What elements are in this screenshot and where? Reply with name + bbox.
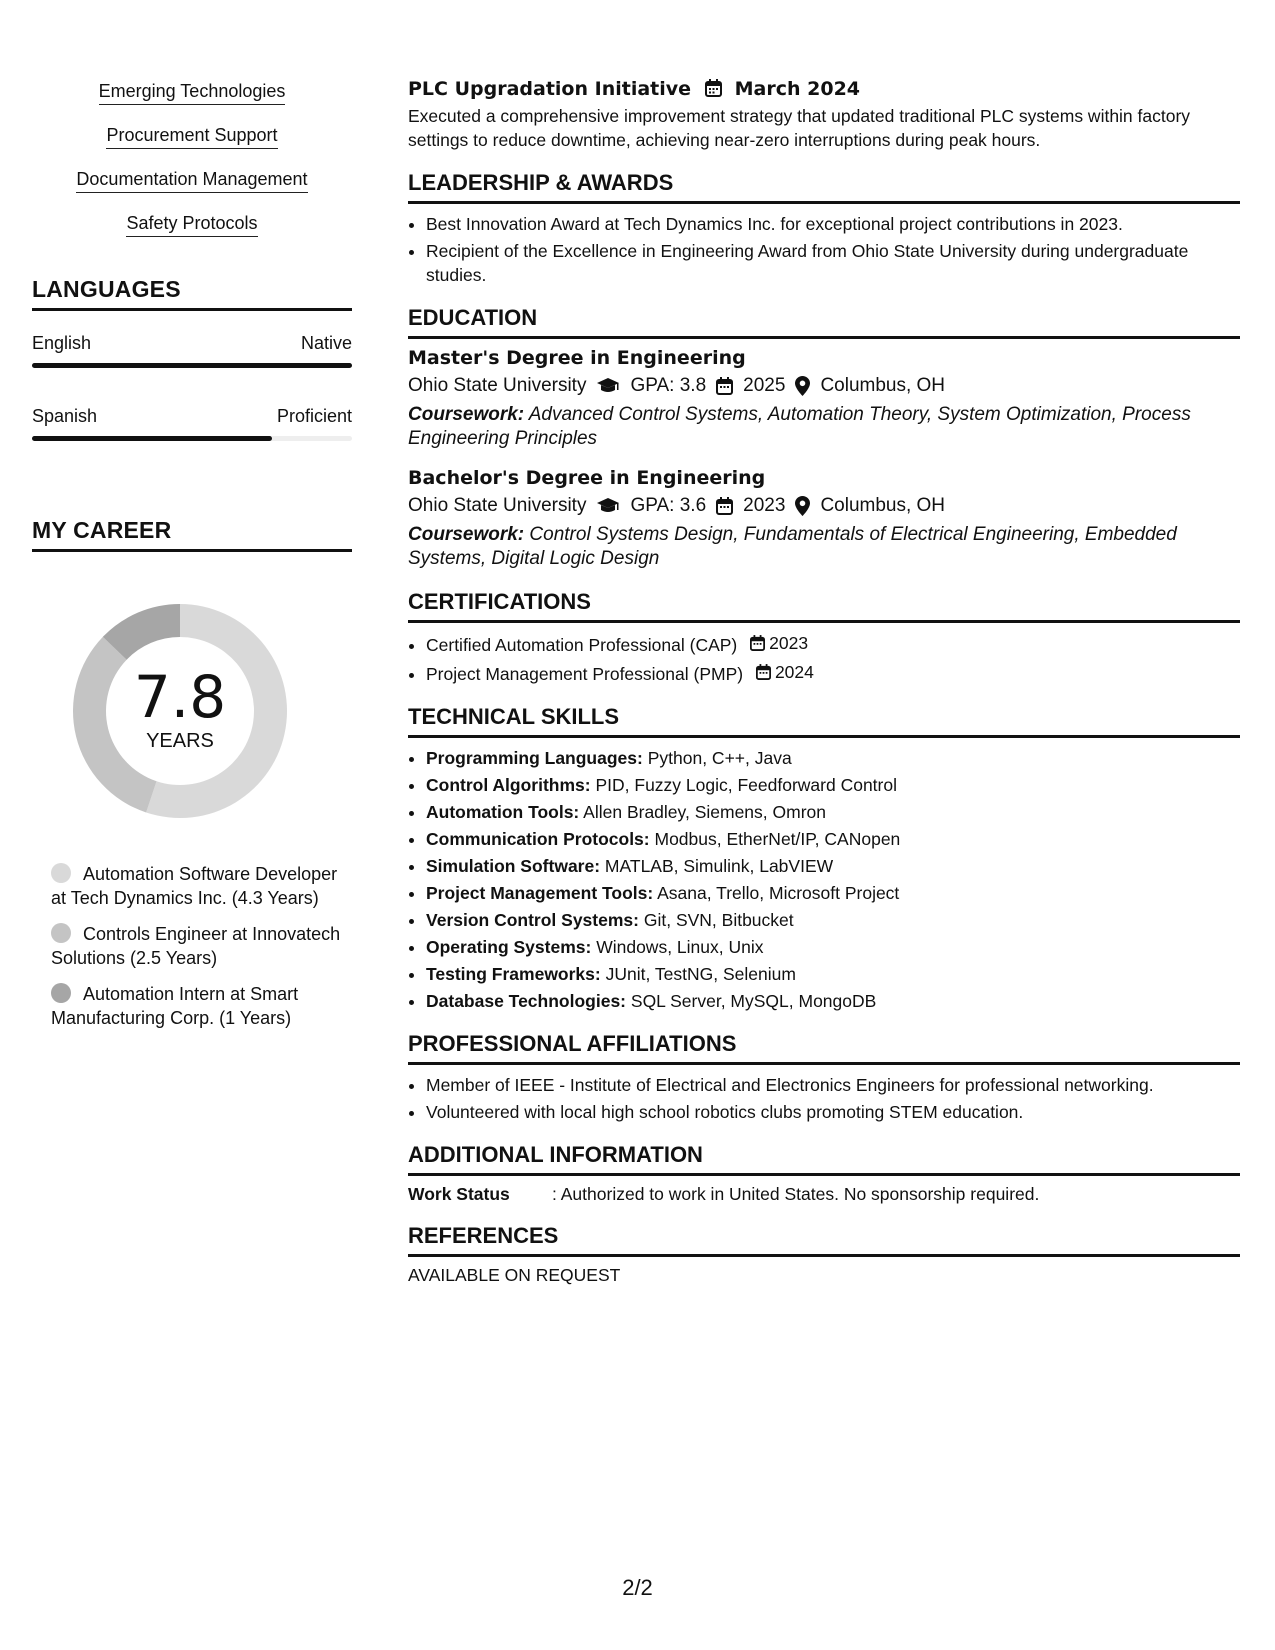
skill-item <box>426 827 1240 851</box>
skill-label: Simulation Software: <box>426 856 601 876</box>
skill-value: Windows, Linux, Unix <box>596 937 764 957</box>
project-header <box>408 78 1240 100</box>
gpa: GPA: 3.6 <box>630 495 707 516</box>
skill-value: Python, C++, Java <box>647 748 792 768</box>
tag: Documentation Management <box>76 168 307 193</box>
certifications-heading: CERTIFICATIONS <box>408 589 1240 623</box>
skill-item <box>426 989 1240 1013</box>
language-bar-fill <box>32 363 352 368</box>
skill-item <box>426 962 1240 986</box>
skill-item <box>426 773 1240 797</box>
skill-item <box>426 854 1240 878</box>
legend-item <box>51 922 341 970</box>
location-pin-icon <box>795 496 810 516</box>
calendar-icon <box>716 497 733 515</box>
school-name: Ohio State University <box>408 495 587 516</box>
language-bar <box>32 436 352 441</box>
list-item: • Best Innovation Award at Tech Dynamics Inc. for exceptional project contributions in 2023. <box>426 212 1240 236</box>
certification-year: 2024 <box>774 662 814 682</box>
skill-value: Git, SVN, Bitbucket <box>643 910 794 930</box>
education-entry <box>408 347 1240 451</box>
skill-label: Testing Frameworks: <box>426 964 601 984</box>
tag: Safety Protocols <box>126 212 257 237</box>
coursework-text: Control Systems Design, Fundamentals of Electrical Engineering, Embedded Systems, Digital Logic Design <box>408 524 1177 569</box>
left-column <box>32 80 352 1042</box>
affiliations-heading: PROFESSIONAL AFFILIATIONS <box>408 1031 1240 1065</box>
graduation-cap-icon <box>596 497 620 515</box>
career-donut-chart <box>65 596 295 826</box>
skill-label: Communication Protocols: <box>426 829 650 849</box>
list-item: • Volunteered with local high school robotics clubs promoting STEM education. <box>426 1100 1240 1124</box>
certifications-list <box>408 631 1240 686</box>
skill-label: Project Management Tools: <box>426 883 654 903</box>
coursework <box>408 403 1240 451</box>
additional-info-heading: ADDITIONAL INFORMATION <box>408 1142 1240 1176</box>
language-level: Native <box>300 333 352 353</box>
skill-value: SQL Server, MySQL, MongoDB <box>630 991 877 1011</box>
legend-label: Automation Intern at Smart Manufacturing Corp. (1 Years) <box>51 984 299 1028</box>
project-date: March 2024 <box>734 78 861 100</box>
calendar-icon <box>716 377 733 395</box>
skill-item <box>426 908 1240 932</box>
leadership-heading: LEADERSHIP & AWARDS <box>408 170 1240 204</box>
coursework-label: Coursework: <box>408 524 525 545</box>
language-name: Spanish <box>32 406 98 426</box>
coursework-label: Coursework: <box>408 404 525 425</box>
skill-label: Database Technologies: <box>426 991 627 1011</box>
skill-value: Allen Bradley, Siemens, Omron <box>583 802 827 822</box>
career-heading: MY CAREER <box>32 517 352 552</box>
legend-item <box>51 982 341 1030</box>
skill-value: Asana, Trello, Microsoft Project <box>657 883 900 903</box>
career-legend <box>51 862 341 1030</box>
certification-name: Project Management Professional (PMP) <box>426 664 744 684</box>
legend-item <box>51 862 341 910</box>
tag: Emerging Technologies <box>99 80 286 105</box>
skill-label: Version Control Systems: <box>426 910 639 930</box>
career-total-years: 7.8 <box>133 663 227 731</box>
project-title: PLC Upgradation Initiative <box>408 78 692 100</box>
list-item: • Member of IEEE - Institute of Electrical and Electronics Engineers for professional networking. <box>426 1073 1240 1097</box>
work-status-label: Work Status <box>408 1184 510 1204</box>
languages-heading: LANGUAGES <box>32 276 352 311</box>
graduation-cap-icon <box>596 377 620 395</box>
calendar-icon <box>756 664 771 680</box>
skill-label: Automation Tools: <box>426 802 580 822</box>
coursework <box>408 523 1240 571</box>
list-item <box>426 660 1240 686</box>
legend-label: Controls Engineer at Innovatech Solutions (2.5 Years) <box>51 924 341 968</box>
skill-label: Operating Systems: <box>426 937 592 957</box>
right-column <box>408 78 1240 1286</box>
skill-value: MATLAB, Simulink, LabVIEW <box>604 856 834 876</box>
gpa: GPA: 3.8 <box>630 375 707 396</box>
legend-dot <box>51 923 71 943</box>
skill-value: Modbus, EtherNet/IP, CANopen <box>654 829 901 849</box>
graduation-year: 2025 <box>743 375 786 396</box>
language-spanish <box>32 406 352 441</box>
legend-dot <box>51 863 71 883</box>
degree-title: Master's Degree in Engineering <box>408 347 746 369</box>
list-item: • Recipient of the Excellence in Engineering Award from Ohio State University during undergraduate studies. <box>426 239 1240 287</box>
skills-list <box>408 746 1240 1013</box>
language-bar <box>32 363 352 368</box>
language-level: Proficient <box>276 406 352 426</box>
language-bar-fill <box>32 436 272 441</box>
certification-name: Certified Automation Professional (CAP) <box>426 635 738 655</box>
work-status-value: : Authorized to work in United States. No sponsorship required. <box>552 1184 1040 1204</box>
calendar-icon <box>750 635 765 651</box>
school-location: Columbus, OH <box>820 495 946 516</box>
skill-label: Control Algorithms: <box>426 775 591 795</box>
calendar-icon <box>705 79 722 97</box>
language-name: English <box>32 333 92 353</box>
degree-title: Bachelor's Degree in Engineering <box>408 467 766 489</box>
legend-label: Automation Software Developer at Tech Dynamics Inc. (4.3 Years) <box>51 864 338 908</box>
work-status-row <box>408 1184 1240 1205</box>
skill-item <box>426 800 1240 824</box>
references-text: AVAILABLE ON REQUEST <box>408 1265 621 1285</box>
skill-item <box>426 746 1240 770</box>
skill-label: Programming Languages: <box>426 748 643 768</box>
location-pin-icon <box>795 376 810 396</box>
school-location: Columbus, OH <box>820 375 946 396</box>
coursework-text: Advanced Control Systems, Automation Theory, System Optimization, Process Engineering Principles <box>408 404 1191 449</box>
references-heading: REFERENCES <box>408 1223 1240 1257</box>
tag-list <box>32 80 352 256</box>
skill-value: JUnit, TestNG, Selenium <box>605 964 796 984</box>
list-item <box>426 631 1240 657</box>
project-description: Executed a comprehensive improvement strategy that updated traditional PLC systems within factory settings to reduce downtime, achieving near-zero interruptions during peak hours. <box>408 106 1191 150</box>
skill-item <box>426 935 1240 959</box>
tag: Procurement Support <box>106 124 277 149</box>
technical-skills-heading: TECHNICAL SKILLS <box>408 704 1240 738</box>
career-unit: YEARS <box>146 730 214 752</box>
language-english <box>32 333 352 368</box>
legend-dot <box>51 983 71 1003</box>
school-name: Ohio State University <box>408 375 587 396</box>
graduation-year: 2023 <box>743 495 786 516</box>
education-entry <box>408 467 1240 571</box>
certification-year: 2023 <box>769 633 809 653</box>
education-heading: EDUCATION <box>408 305 1240 339</box>
leadership-list <box>408 212 1240 287</box>
skill-item <box>426 881 1240 905</box>
page-number: 2/2 <box>622 1575 653 1600</box>
skill-value: PID, Fuzzy Logic, Feedforward Control <box>595 775 897 795</box>
affiliations-list <box>408 1073 1240 1124</box>
